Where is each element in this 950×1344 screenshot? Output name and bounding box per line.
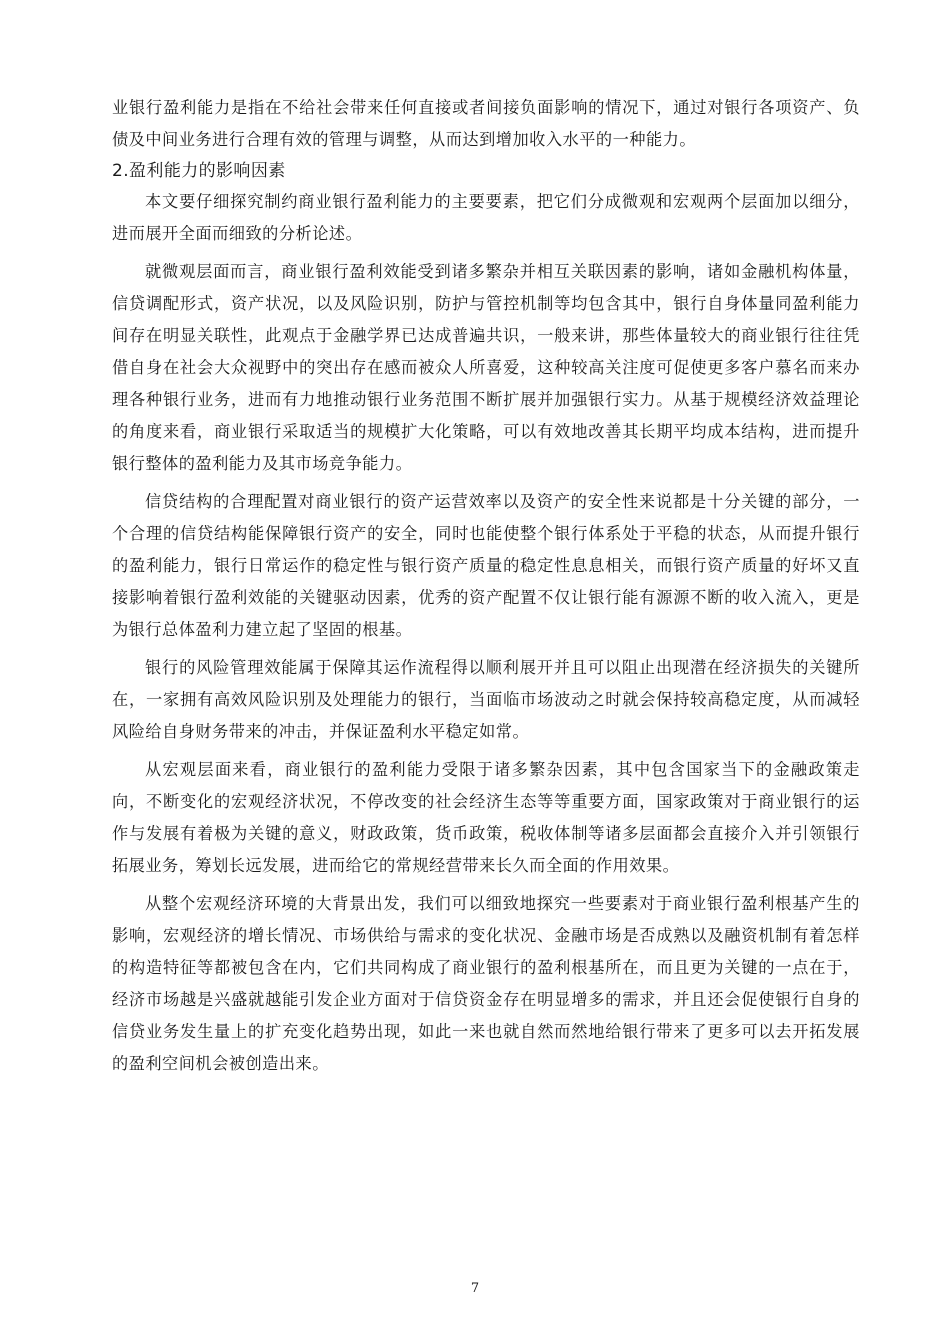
body-paragraph-5: 从宏观层面来看，商业银行的盈利能力受限于诸多繁杂因素，其中包含国家当下的金融政策走向，不断变化的宏观经济状况，不停改变的社会经济生态等等重要方面，国家政策对于商业银行的运作与发展有着极为关键的意义，财政政策，货币政策，税收体制等诸多层面都会直接介入并引领银行拓展业务，筹划长远发展，进而给它的常规经营带来长久而全面的作用效果。 xyxy=(112,760,860,875)
page-number: 7 xyxy=(470,1281,480,1296)
body-paragraph-2: 就微观层面而言，商业银行盈利效能受到诸多繁杂并相互关联因素的影响，诸如金融机构体量，信贷调配形式，资产状况，以及风险识别，防护与管控机制等均包含其中，银行自身体量同盈利能力间存在明显关联性，此观点于金融学界已达成普遍共识，一般来讲，那些体量较大的商业银行往往凭借自身在社会大众视野中的突出存在感而被众人所喜爱，这种较高关注度可促使更多客户慕名而来办理各种银行业务，进而有力地推动银行业务范围不断扩展并加强银行实力。从基于规模经济效益理论的角度来看，商业银行采取适当的规模扩大化策略，可以有效地改善其长期平均成本结构，进而提升银行整体的盈利能力及其市场竞争能力。 xyxy=(112,262,860,473)
body-paragraph-1: 本文要仔细探究制约商业银行盈利能力的主要要素，把它们分成微观和宏观两个层面加以细分，进而展开全面而细致的分析论述。 xyxy=(112,192,860,243)
page-content xyxy=(112,92,860,1080)
body-paragraph-3: 信贷结构的合理配置对商业银行的资产运营效率以及资产的安全性来说都是十分关键的部分，一个合理的信贷结构能保障银行资产的安全，同时也能使整个银行体系处于平稳的状态，从而提升银行的盈利能力，银行日常运作的稳定性与银行资产质量的稳定性息息相关，而银行资产质量的好坏又直接影响着银行盈利效能的关键驱动因素，优秀的资产配置不仅让银行能有源源不断的收入流入，更是为银行总体盈利力建立起了坚固的根基。 xyxy=(112,492,860,639)
body-paragraph-4: 银行的风险管理效能属于保障其运作流程得以顺利展开并且可以阻止出现潜在经济损失的关键所在，一家拥有高效风险识别及处理能力的银行，当面临市场波动之时就会保持较高稳定度，从而减轻风险给自身财务带来的冲击，并保证盈利水平稳定如常。 xyxy=(112,658,860,741)
section-heading: 2.盈利能力的影响因素 xyxy=(112,161,286,181)
continued-paragraph: 业银行盈利能力是指在不给社会带来任何直接或者间接负面影响的情况下，通过对银行各项资产、负债及中间业务进行合理有效的管理与调整，从而达到增加收入水平的一种能力。 xyxy=(112,98,860,149)
body-paragraph-6: 从整个宏观经济环境的大背景出发，我们可以细致地探究一些要素对于商业银行盈利根基产生的影响，宏观经济的增长情况、市场供给与需求的变化状况、金融市场是否成熟以及融资机制有着怎样的构造特征等都被包含在内，它们共同构成了商业银行的盈利根基所在，而且更为关键的一点在于，经济市场越是兴盛就越能引发企业方面对于信贷资金存在明显增多的需求，并且还会促使银行自身的信贷业务发生量上的扩充变化趋势出现，如此一来也就自然而然地给银行带来了更多可以去开拓发展的盈利空间机会被创造出来。 xyxy=(112,894,860,1073)
